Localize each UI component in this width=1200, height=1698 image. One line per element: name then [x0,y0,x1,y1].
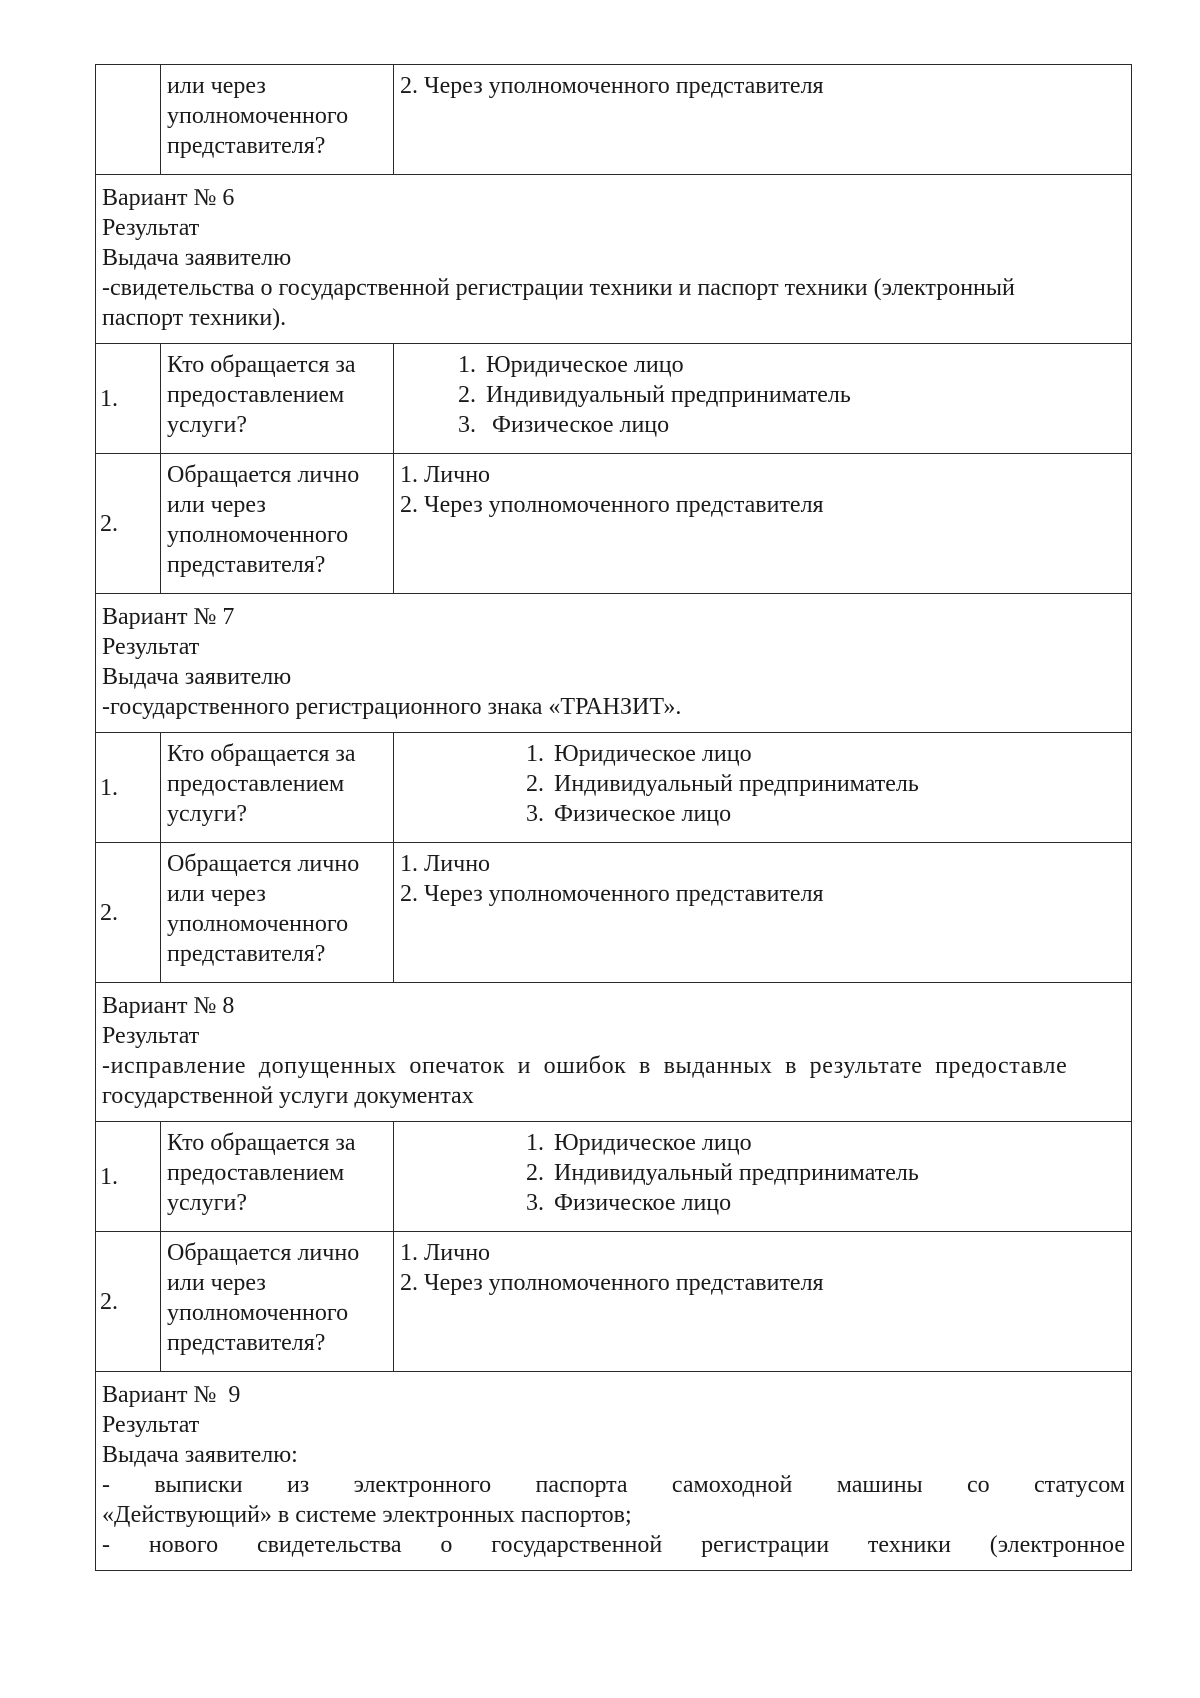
result-text-line: Выдача заявителю [102,245,292,271]
answer-list [400,1128,1125,1218]
table-row-continuation [96,65,1132,175]
question-line: или через [167,1270,266,1296]
question-line: или через [167,881,266,907]
answer-line: 2. Через уполномоченного представителя [400,1270,824,1296]
question-line: услуги? [167,801,247,827]
result-text-line: Выдача заявителю [102,664,292,690]
answer-line: 1. Лично [400,1240,491,1266]
row-number-cell: 2. [96,454,161,594]
answer-cell [394,843,1132,983]
question-line: уполномоченного [167,1300,349,1326]
answer-line: 1. Лично [400,462,491,488]
result-text-line: «Действующий» в системе электронных паспортов; [102,1502,632,1528]
answer-cell [394,1232,1132,1372]
table-row [96,1122,1132,1232]
question-line: уполномоченного [167,522,349,548]
answer-item: 1. Юридическое лицо [526,1130,752,1156]
answer-item: 2. Индивидуальный предприниматель [526,1160,919,1186]
question-line: уполномоченного [167,103,349,129]
question-cell [161,1122,394,1232]
question-line: Обращается лично [167,462,360,488]
variant-header-row [96,983,1132,1122]
variant-title: Вариант № 9 [102,1382,241,1408]
answer-line: 2. Через уполномоченного представителя [400,492,824,518]
question-line: представителя? [167,941,326,967]
question-cell [161,733,394,843]
answer-cell [394,454,1132,594]
result-text-line: государственной услуги документах [102,1083,474,1109]
answer-line: 2. Через уполномоченного представителя [400,881,824,907]
result-text-line: - выписки из электронного паспорта самоходной машины со статусом [102,1472,1125,1498]
variant-header-row [96,1372,1132,1571]
answer-item: 2. Индивидуальный предприниматель [458,382,851,408]
result-label: Результат [102,215,200,241]
row-number-cell: 2. [96,843,161,983]
question-line: представителя? [167,552,326,578]
table-row [96,843,1132,983]
question-line: Обращается лично [167,851,360,877]
result-label: Результат [102,1023,200,1049]
variant-title: Вариант № 8 [102,993,235,1019]
document-table [95,64,1132,1571]
variant-cell [96,175,1132,344]
answer-cell [394,344,1132,454]
result-text-line: - нового свидетельства о государственной регистрации техники (электронное [102,1532,1125,1558]
answer-item: 1. Юридическое лицо [458,352,684,378]
question-line: или через [167,73,266,99]
answer-item: 3. Физическое лицо [526,801,732,827]
answer-list [400,350,1125,440]
answer-item: 1. Юридическое лицо [526,741,752,767]
variant-title: Вариант № 7 [102,604,235,630]
variant-cell [96,1372,1132,1571]
variant-title: Вариант № 6 [102,185,235,211]
variant-cell [96,983,1132,1122]
result-text-line: паспорт техники). [102,305,287,331]
variant-header-row [96,175,1132,344]
table-row [96,344,1132,454]
row-number-cell: 1. [96,733,161,843]
question-line: Кто обращается за [167,1130,356,1156]
question-cell [161,65,394,175]
answer-cell [394,1122,1132,1232]
row-number-cell: 1. [96,1122,161,1232]
question-line: представителя? [167,1330,326,1356]
result-text-line: -свидетельства о государственной регистрации техники и паспорт техники (электронный [102,275,1015,301]
result-text-line: -государственного регистрационного знака «ТРАНЗИТ». [102,694,682,720]
question-line: Кто обращается за [167,352,356,378]
answer-item: 2. Индивидуальный предприниматель [526,771,919,797]
question-cell [161,843,394,983]
row-number-cell: 1. [96,344,161,454]
answer-item: 3. Физическое лицо [526,1190,732,1216]
result-label: Результат [102,1412,200,1438]
question-line: предоставлением [167,382,345,408]
answer-list [400,739,1125,829]
question-line: услуги? [167,412,247,438]
question-line: предоставлением [167,771,345,797]
result-text-line: -исправление допущенных опечаток и ошибок в выданных в результате предоставле [102,1053,1068,1079]
result-text-line: Выдача заявителю: [102,1442,298,1468]
question-line: Обращается лично [167,1240,360,1266]
question-cell [161,344,394,454]
variant-header-row [96,594,1132,733]
row-number-cell: 2. [96,1232,161,1372]
question-cell [161,1232,394,1372]
question-cell [161,454,394,594]
question-line: представителя? [167,133,326,159]
question-line: услуги? [167,1190,247,1216]
result-label: Результат [102,634,200,660]
answer-cell [394,65,1132,175]
answer-line: 1. Лично [400,851,491,877]
answer-line: 2. Через уполномоченного представителя [400,73,824,99]
answer-item: 3. Физическое лицо [458,412,670,438]
question-line: или через [167,492,266,518]
answer-cell [394,733,1132,843]
question-line: Кто обращается за [167,741,356,767]
table-row [96,733,1132,843]
table-row [96,1232,1132,1372]
question-line: уполномоченного [167,911,349,937]
table-row [96,454,1132,594]
question-line: предоставлением [167,1160,345,1186]
row-number-cell [96,65,161,175]
variant-cell [96,594,1132,733]
